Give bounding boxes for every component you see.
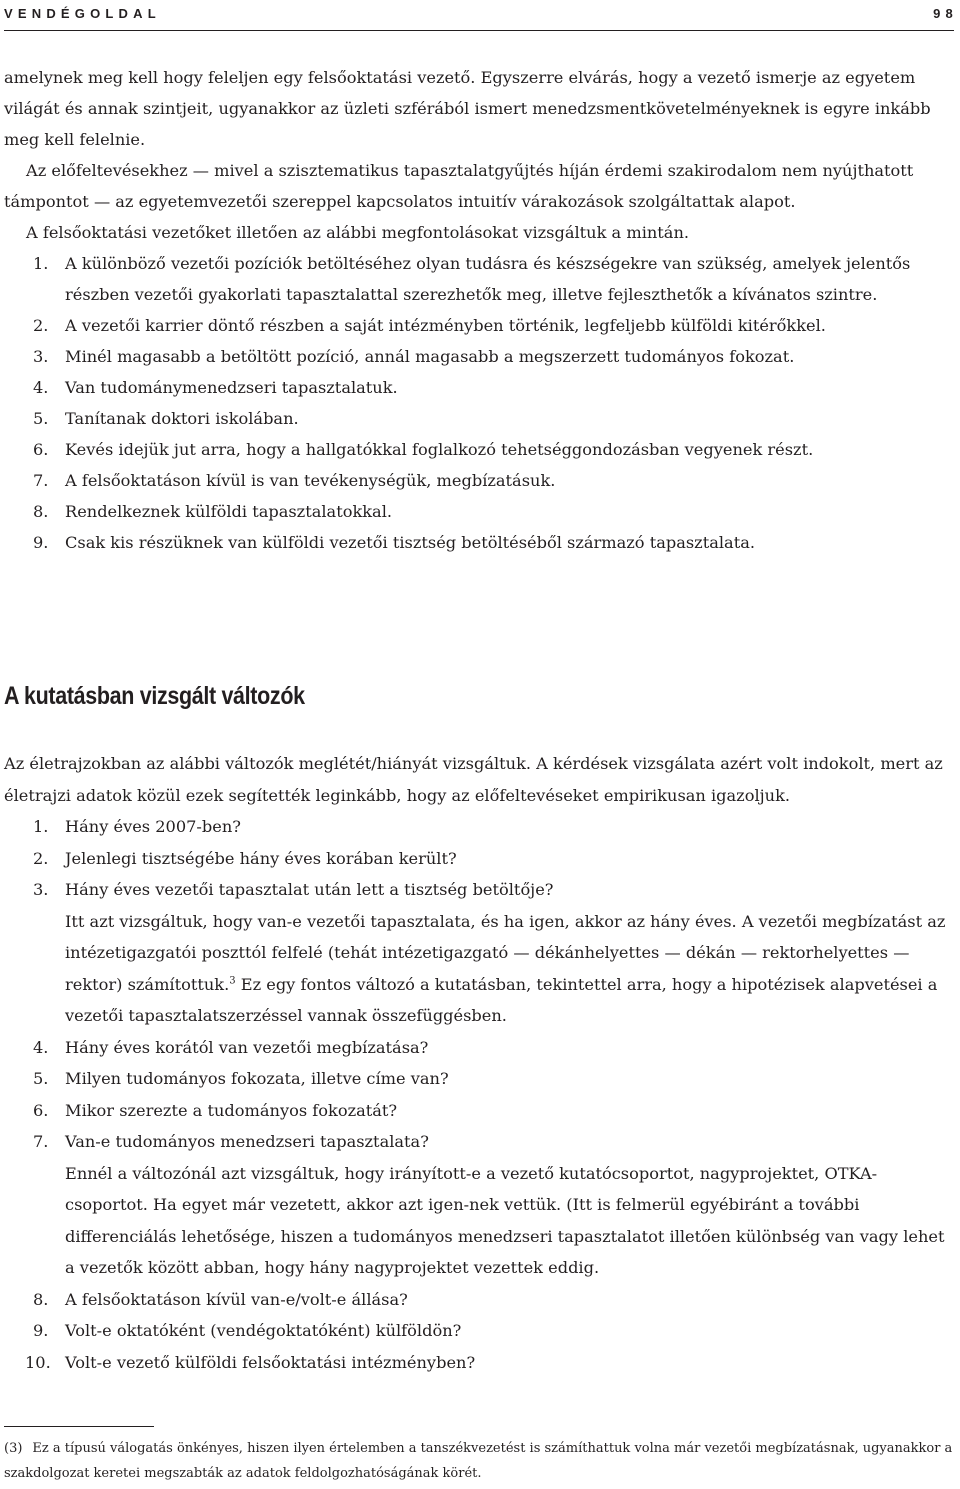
list-item: 3. Hány éves vezetői tapasztalat után lett a tisztség betöltője? Itt azt vizsgáltuk, hogy van-e vezetői tapasztalata, és ha igen, akkor az hány éves. A vezetői megbízatást az intézetigazgatói poszttól felfelé (tehát intézetigazgató — dékánhelyettes — dékán — rektorhelyettes — rektor) számítottuk.$^3$ Ez egy fontos változó a kutatásban, tekintettel arra, hogy a hipotézisek alapvetései a vezetői tapasztalatszerzéssel vannak összefüggésben. bbox=[33, 880, 946, 1025]
variable-note: Ennél a változónál azt vizsgáltuk, hogy irányított-e a vezető kutatócsoportot, nagyprojektet, OTKA-csoportot. Ha egyet már vezetett, akkor azt igen-nek vettük. (Itt is felmerül egyébiránt a további differenciálás lehetősége, hiszen a tudományos menedzseri tapasztalatot illetően különbség van vagy lehet a vezetők között abban, hogy hány nagyprojektet vezettek eddig. bbox=[65, 1163, 945, 1277]
list-item: 7. Van-e tudományos menedzseri tapasztalata? Ennél a változónál azt vizsgáltuk, hogy irányított-e a vezető kutatócsoportot, nagyprojektet, OTKA-csoportot. Ha egyet már vezetett, akkor azt igen-nek vettük. (Itt is felmerül egyébiránt a további differenciálás lehetősége, hiszen a tudományos menedzseri tapasztalatot illetően különbség van vagy lehet a vezetők között abban, hogy hány nagyprojektet vezettek eddig. bbox=[33, 1132, 945, 1277]
considerations-list bbox=[4, 248, 954, 558]
footnote-reference: 3 bbox=[229, 975, 236, 987]
variable-note: Itt azt vizsgáltuk, hogy van-e vezetői tapasztalata, és ha igen, akkor az hány éves. A vezetői megbízatást az intézetigazgatói poszttól felfelé (tehát intézetigazgató — dékánhelyettes — dékán — rektorhelyettes — rektor) számítottuk. bbox=[65, 911, 946, 994]
list-item: 10. Volt-e vezető külföldi felsőoktatási intézményben? bbox=[25, 1352, 476, 1372]
variables-block bbox=[4, 748, 954, 1378]
footnote-text: Ez a típusú válogatás önkényes, hiszen ilyen értelemben a tanszékvezetést is számíthattuk volna már vezetői megbízatásnak, ugyanakkor a szakdolgozat keretei megszabták az adatok feldolgozhatóságának körét. bbox=[4, 1441, 953, 1481]
footnote-mark: (3) bbox=[4, 1441, 23, 1456]
list-item: 4. Hány éves korától van vezetői megbízatása? bbox=[33, 1037, 429, 1057]
list-item: 1. Hány éves 2007-ben? bbox=[33, 817, 241, 836]
variables-list bbox=[4, 811, 954, 1378]
list-item: 1. A különböző vezetői pozíciók betöltéséhez olyan tudásra és készségekre van szükség, amelyek jelentős részben vezetői gyakorlati tapasztalattal szerezhetők meg, illetve fejleszthetők a kívánatos szintre. bbox=[33, 254, 911, 304]
footnote bbox=[4, 1436, 954, 1486]
list-item: 2. Jelenlegi tisztségébe hány éves korában került? bbox=[33, 848, 457, 868]
list-item: 2. A vezetői karrier döntő részben a saját intézményben történik, legfeljebb külföldi kitérőkkel. bbox=[33, 316, 826, 335]
list-item: 3. Minél magasabb a betöltött pozíció, annál magasabb a megszerzett tudományos fokozat. bbox=[33, 347, 795, 366]
paragraph-continuation: amelynek meg kell hogy feleljen egy felsőoktatási vezető. Egyszerre elvárás, hogy a vezető ismerje az egyetem világát és annak szintjeit, ugyanakkor az üzleti szférából ismert menedzsmentkövetelményeknek is egyre inkább meg kell felelnie. bbox=[4, 68, 931, 149]
list-item: 4. Van tudománymenedzseri tapasztalatuk. bbox=[33, 378, 398, 397]
list-item: 5. Milyen tudományos fokozata, illetve címe van? bbox=[33, 1069, 449, 1088]
section-label: VENDÉGOLDAL bbox=[4, 6, 161, 21]
list-item: 9. Csak kis részüknek van külföldi vezetői tisztség betöltéséből származó tapasztalata. bbox=[33, 533, 755, 552]
list-item: 6. Mikor szerezte a tudományos fokozatát? bbox=[33, 1100, 398, 1120]
paragraph-assumptions: Az előfeltevésekhez — mivel a szisztematikus tapasztalatgyűjtés híján érdemi szakirodalom nem nyújthatott támpontot — az egyetemvezetői szereppel kapcsolatos intuitív várakozások szolgáltattak alapot. bbox=[4, 161, 914, 211]
list-item: 6. Kevés idejük jut arra, hogy a hallgatókkal foglalkozó tehetséggondozásban vegyenek részt. bbox=[33, 440, 814, 459]
paragraph-considerations-lead: A felsőoktatási vezetőket illetően az alábbi megfontolásokat vizsgáltuk a mintán. bbox=[26, 223, 690, 242]
page-number: 98 bbox=[933, 6, 958, 21]
section-heading: A kutatásban vizsgált változók bbox=[4, 682, 305, 710]
list-item: 5. Tanítanak doktori iskolában. bbox=[33, 409, 299, 428]
paragraph-variables-intro: Az életrajzokban az alábbi változók meglétét/hiányát vizsgáltuk. A kérdések vizsgálata azért volt indokolt, mert az életrajzi adatok közül ezek segítették leginkább, hogy az előfeltevéseket empirikusan igazoljuk. bbox=[4, 754, 943, 805]
list-item: 8. Rendelkeznek külföldi tapasztalatokkal. bbox=[33, 502, 393, 521]
list-item: 9. Volt-e oktatóként (vendégoktatóként) külföldön? bbox=[33, 1321, 462, 1340]
list-item: 7. A felsőoktatáson kívül is van tevékenységük, megbízatásuk. bbox=[33, 471, 556, 490]
footnote-divider bbox=[4, 1426, 154, 1427]
list-item: 8. A felsőoktatáson kívül van-e/volt-e állása? bbox=[33, 1289, 408, 1309]
running-header bbox=[4, 6, 958, 31]
intro-block bbox=[4, 62, 954, 558]
